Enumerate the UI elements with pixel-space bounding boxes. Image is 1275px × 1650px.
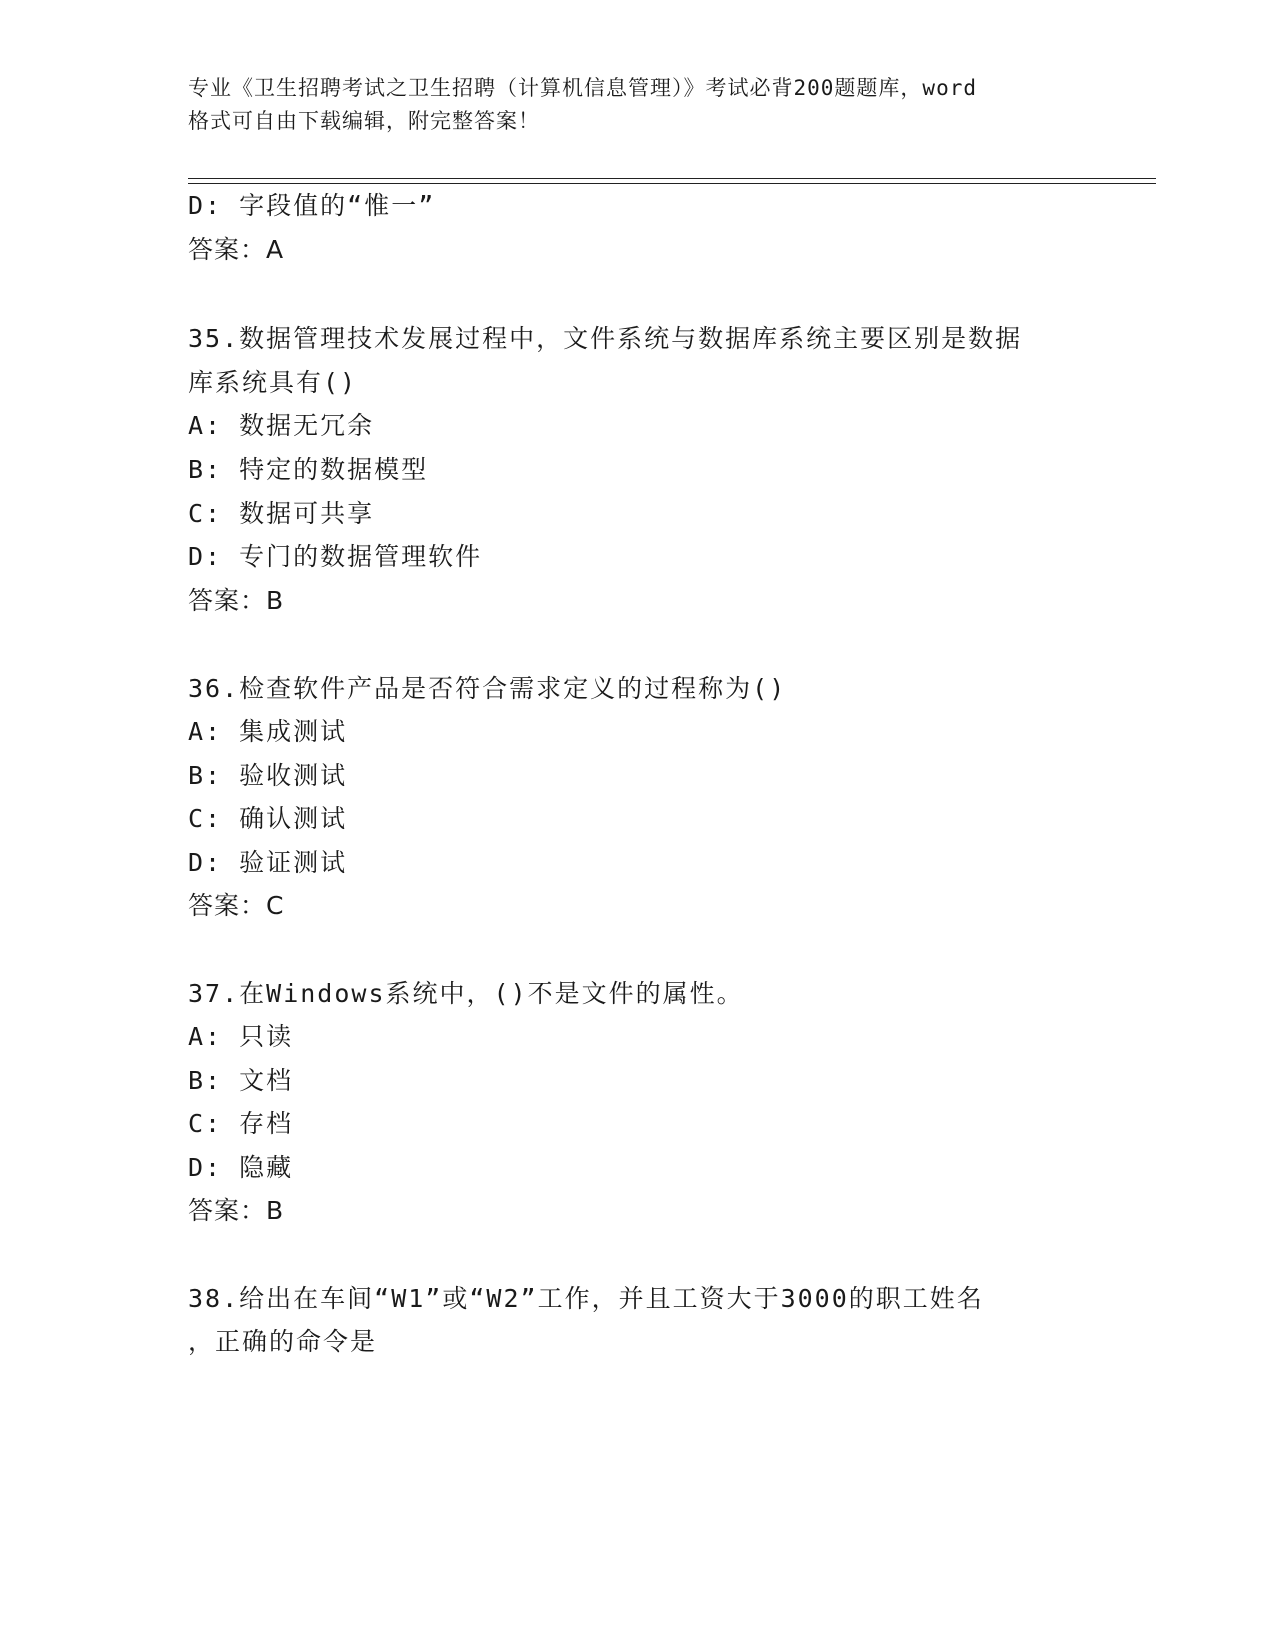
q37-option-b: B: 文档 (188, 1066, 294, 1095)
q37-option-a: A: 只读 (188, 1022, 294, 1051)
q34-option-d: D: 字段值的“惟一” (188, 191, 436, 220)
q38-stem-line-2: ，正确的命令是 (188, 1327, 378, 1356)
q36-option-b: B: 验收测试 (188, 761, 348, 790)
header-line-1: 专业《卫生招聘考试之卫生招聘（计算机信息管理）》考试必背200题题库，word (188, 76, 977, 100)
q35-stem-line-1: 35.数据管理技术发展过程中，文件系统与数据库系统主要区别是数据 (188, 324, 1023, 353)
q34-answer: 答案：A (188, 235, 285, 264)
q36-option-a: A: 集成测试 (188, 717, 348, 746)
q35-answer: 答案：B (188, 586, 285, 615)
q36-answer: 答案：C (188, 891, 285, 920)
document-header (188, 72, 1088, 138)
header-divider-top (188, 178, 1156, 179)
q36-stem: 36.检查软件产品是否符合需求定义的过程称为() (188, 674, 787, 703)
q35-option-d: D: 专门的数据管理软件 (188, 542, 483, 571)
q37-option-c: C: 存档 (188, 1109, 294, 1138)
q36-option-c: C: 确认测试 (188, 804, 348, 833)
q36-option-d: D: 验证测试 (188, 848, 348, 877)
q35-option-b: B: 特定的数据模型 (188, 455, 429, 484)
header-line-2: 格式可自由下载编辑，附完整答案！ (188, 109, 540, 133)
header-divider-bottom (188, 183, 1156, 184)
q35-stem-line-2: 库系统具有() (188, 368, 358, 397)
q38-stem-line-1: 38.给出在车间“W1”或“W2”工作，并且工资大于3000的职工姓名 (188, 1284, 984, 1313)
q35-option-c: C: 数据可共享 (188, 499, 375, 528)
q37-answer: 答案：B (188, 1196, 285, 1225)
q37-option-d: D: 隐藏 (188, 1153, 294, 1182)
q35-option-a: A: 数据无冗余 (188, 411, 375, 440)
q37-stem: 37.在Windows系统中，()不是文件的属性。 (188, 979, 744, 1008)
